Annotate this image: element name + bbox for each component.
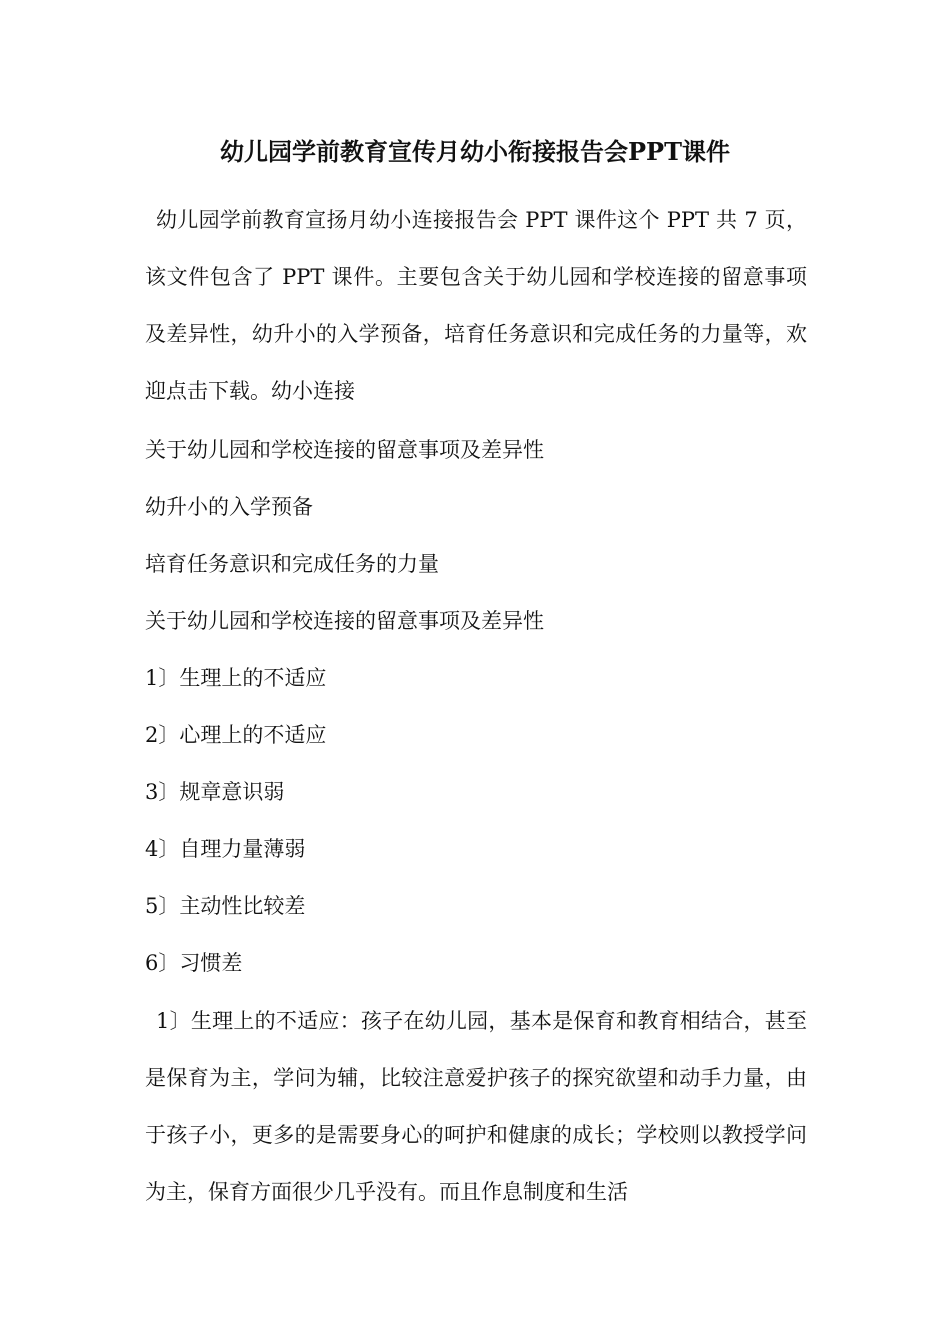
- list-item: 2〕心理上的不适应: [145, 723, 327, 747]
- document-title: 幼儿园学前教育宣传月幼小衔接报告会PPT课件: [220, 137, 730, 166]
- toc-item-2: 幼升小的入学预备: [145, 495, 313, 519]
- list-item: 6〕习惯差: [145, 951, 243, 975]
- toc-item-3: 培育任务意识和完成任务的力量: [145, 552, 439, 576]
- detail-paragraph: 1〕生理上的不适应：孩子在幼儿园，基本是保育和教育相结合，甚至是保育为主，学问为辅，比较注意爱护孩子的探究欲望和动手力量，由于孩子小，更多的是需要身心的呵护和健康的成长；学校则以教授学问为主，保育方面很少几乎没有。而且作息制度和生活: [145, 1009, 807, 1204]
- list-item: 3〕规章意识弱: [145, 780, 285, 804]
- intro-paragraph: 幼儿园学前教育宣扬月幼小连接报告会 PPT 课件这个 PPT 共 7 页，该文件包含了 PPT 课件。主要包含关于幼儿园和学校连接的留意事项及差异性，幼升小的入学预备，培育任务意识和完成任务的力量等，欢迎点击下载。幼小连接: [145, 208, 807, 403]
- list-item: 4〕自理力量薄弱: [145, 837, 306, 861]
- list-item: 5〕主动性比较差: [145, 894, 306, 918]
- section-heading: 关于幼儿园和学校连接的留意事项及差异性: [145, 609, 544, 633]
- list-item: 1〕生理上的不适应: [145, 666, 327, 690]
- toc-item-1: 关于幼儿园和学校连接的留意事项及差异性: [145, 438, 544, 462]
